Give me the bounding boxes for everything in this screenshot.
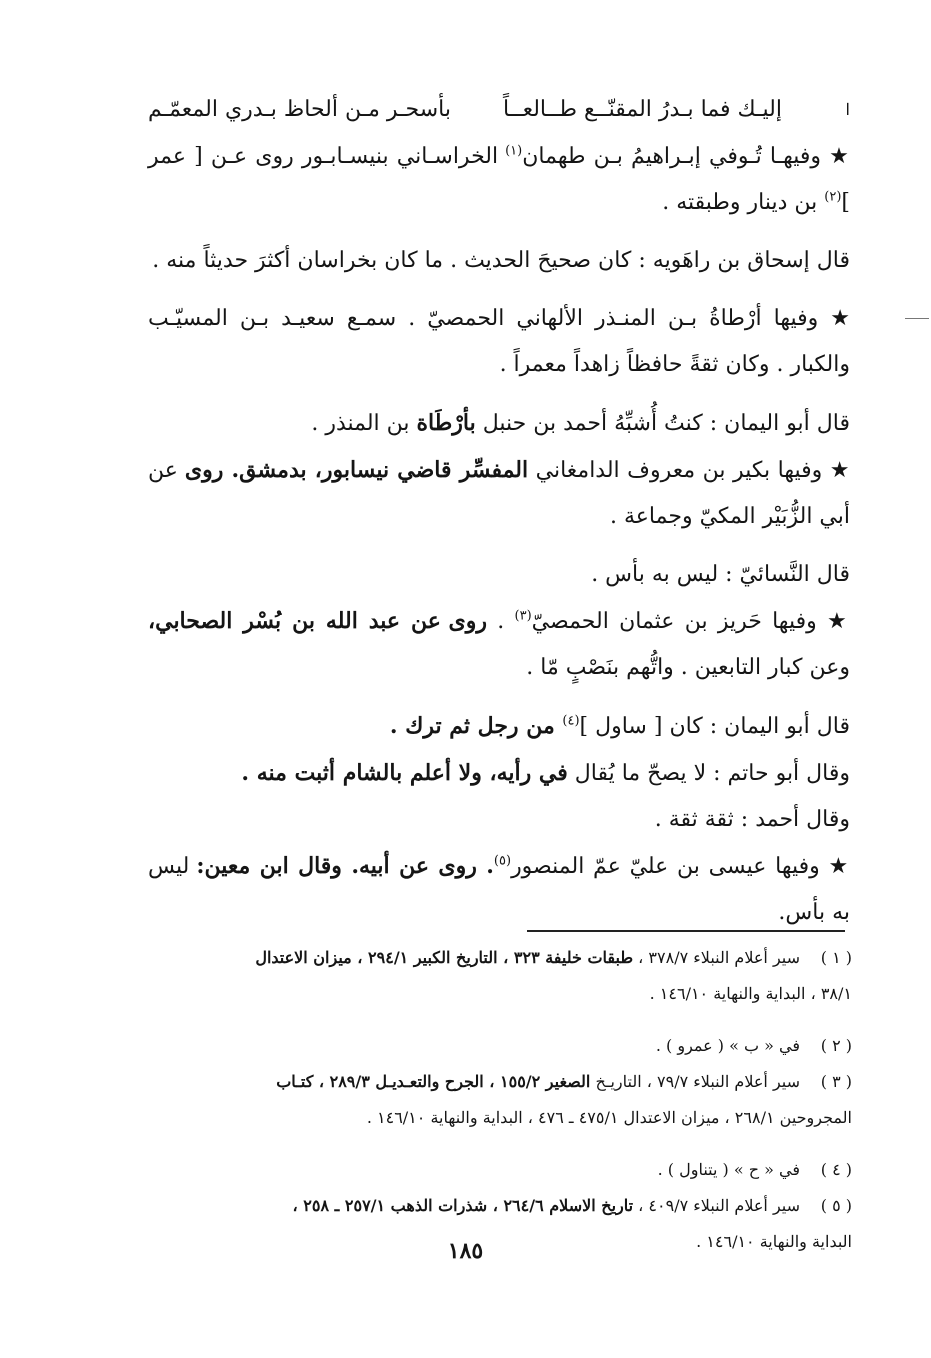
quote-text: قال أبو اليمان : كان [ ساول ] — [579, 714, 850, 739]
footnote-number: ( ٤ ) — [820, 1160, 852, 1179]
entry-bukayr — [148, 447, 850, 540]
footnote-5 — [152, 1188, 852, 1224]
footnote-bold-text: الصغير ١٥٥/٢ ، الجرح والتعـديـل ٢٨٩/٣ ، كتـاب — [276, 1072, 591, 1091]
quote-text-end: بن المنذر . — [311, 411, 417, 436]
verse-second-hemistich: بأسحـر مـن ألحاظ بـدري المعمّـم — [148, 97, 451, 122]
entry-bold-text: روى عن عبد الله بن بُسْر الصحابي، — [148, 608, 487, 634]
verse-first-hemistich: إليـك فما بـدرُ المقنّــع طــالعــاً — [502, 97, 782, 122]
footnote-text: سير أعلام النبلاء ٤٠٩/٧ ، — [633, 1196, 800, 1215]
entry-bold-text: المفسِّر قاضي نيسابور، بدمشق. روى — [184, 457, 529, 483]
footnote-continuation: ٣٨/١ ، البداية والنهاية ١٤٦/١٠ . — [649, 984, 852, 1003]
quote-ishaq: قال إسحاق بن راهَويه : كان صحيحَ الحديث . ما كان بخراسان أكثرَ حديثاً منه . — [152, 248, 850, 273]
footnote-2 — [152, 1028, 852, 1064]
entry-text: ★ وفيها عيسى بن عليّ عمّ المنصور — [511, 854, 850, 879]
entry-bold-text: . روى عن أبيه. وقال ابن معين: — [196, 853, 494, 879]
footnote-continuation: البداية والنهاية ١٤٦/١٠ . — [696, 1232, 852, 1251]
footnote-bold-text: تاريخ الاسلام ٢٦٤/٦ ، شذرات الذهب ٢٥٧/١ ـ ٢٥٨ ، — [292, 1196, 634, 1215]
footnote-3 — [152, 1064, 852, 1100]
footnote-text: في « ح » ( يتناول ) . — [657, 1160, 800, 1179]
footnote-bold-text: طبقات خليفة ٣٢٣ ، التاريخ الكبير ٢٩٤/١ ، ميزان الاعتدال — [255, 948, 634, 967]
footnote-divider — [527, 930, 845, 932]
footnote-ref-5: (٥) — [493, 853, 512, 869]
footnotes — [152, 940, 852, 1276]
footnote-1 — [152, 940, 852, 976]
quote-nasai: قال النَّسائيّ : ليس به بأس . — [591, 562, 850, 587]
footnote-text: سير أعلام النبلاء ٧٩/٧ ، التاريـخ — [590, 1072, 800, 1091]
entry-rest: الخراسـاني بنيسـابـور روى عـن [ عمر ] — [148, 144, 850, 215]
entry-rest-2: بن دينار وطبقته . — [662, 190, 825, 215]
margin-scan-mark — [905, 318, 929, 319]
footnote-continuation: المجروحين ٢٦٨/١ ، ميزان الاعتدال ٤٧٥/١ ـ ٤٧٦ ، البداية والنهاية ١٤٦/١٠ . — [366, 1108, 852, 1127]
footnote-number: ( ٢ ) — [820, 1036, 852, 1055]
entry-ibrahim-ibn-tahman — [148, 134, 850, 226]
entry-text: ★ وفيها بكير بن معروف الدامغاني — [528, 458, 850, 483]
footnote-ref-3: (٣) — [514, 608, 532, 624]
entry-text: ★ وفيها حَريز بن عثمان الحمصيّ — [531, 609, 850, 634]
entry-text-end: ليس به بأس. — [148, 854, 850, 925]
quote-bold-text: من رجل ثم ترك . — [389, 713, 563, 739]
main-text — [148, 86, 850, 936]
entry-text-end: عن أبي الزُّبَيْر المكيّ وجماعة . — [148, 458, 850, 529]
quote-text: قال أبو اليمان : كنتُ أُشبِّهُ أحمد بن حنبل — [475, 411, 850, 436]
footnote-text: في « ب » ( عمرو ) . — [655, 1036, 800, 1055]
footnote-ref-2: (٢) — [824, 189, 842, 205]
footnote-ref-1: (١) — [505, 143, 523, 159]
quote-abu-alyaman-1 — [148, 400, 850, 447]
quote-bold-text: في رأيه، ولا أعلم بالشام أثبت منه . — [241, 760, 568, 786]
footnote-text: سير أعلام النبلاء ٣٧٨/٧ ، — [633, 948, 800, 967]
quote-text: وقال أبو حاتم : لا يصحّ ما يُقال — [567, 761, 850, 786]
footnote-number: ( ١ ) — [820, 948, 852, 967]
poem-verse — [148, 86, 850, 134]
entry-sep: . — [487, 609, 515, 634]
quote-ahmad: وقال أحمد : ثقة ثقة . — [654, 807, 850, 832]
entry-isa — [148, 843, 850, 936]
page-number: ١٨٥ — [447, 1238, 484, 1264]
quote-bold-name: بأرْطَاة — [416, 410, 476, 436]
footnote-number: ( ٣ ) — [820, 1072, 852, 1091]
quote-abu-alyaman-2 — [148, 703, 850, 750]
entry-hariz — [148, 598, 850, 691]
footnote-ref-4: (٤) — [562, 713, 580, 729]
footnote-4 — [152, 1152, 852, 1188]
entry-artat: ★ وفيها أرْطاةُ بـن المنـذر الألهاني الحمصيّ . سمـع سعيـد بـن المسيّـب والكبار . وكان ثقةً حافظاً زاهداً معمراً . — [148, 306, 850, 377]
entry-text-end: وعن كبار التابعين . واتُّهم بنَصْبٍ مّا . — [526, 655, 850, 680]
quote-abu-hatim — [148, 750, 850, 797]
footnote-number: ( ٥ ) — [820, 1196, 852, 1215]
entry-lead: ★ وفيهـا تُـوفي إبـراهيمُ بـن طهمان — [522, 144, 851, 169]
verse-marker: ا — [845, 100, 850, 119]
